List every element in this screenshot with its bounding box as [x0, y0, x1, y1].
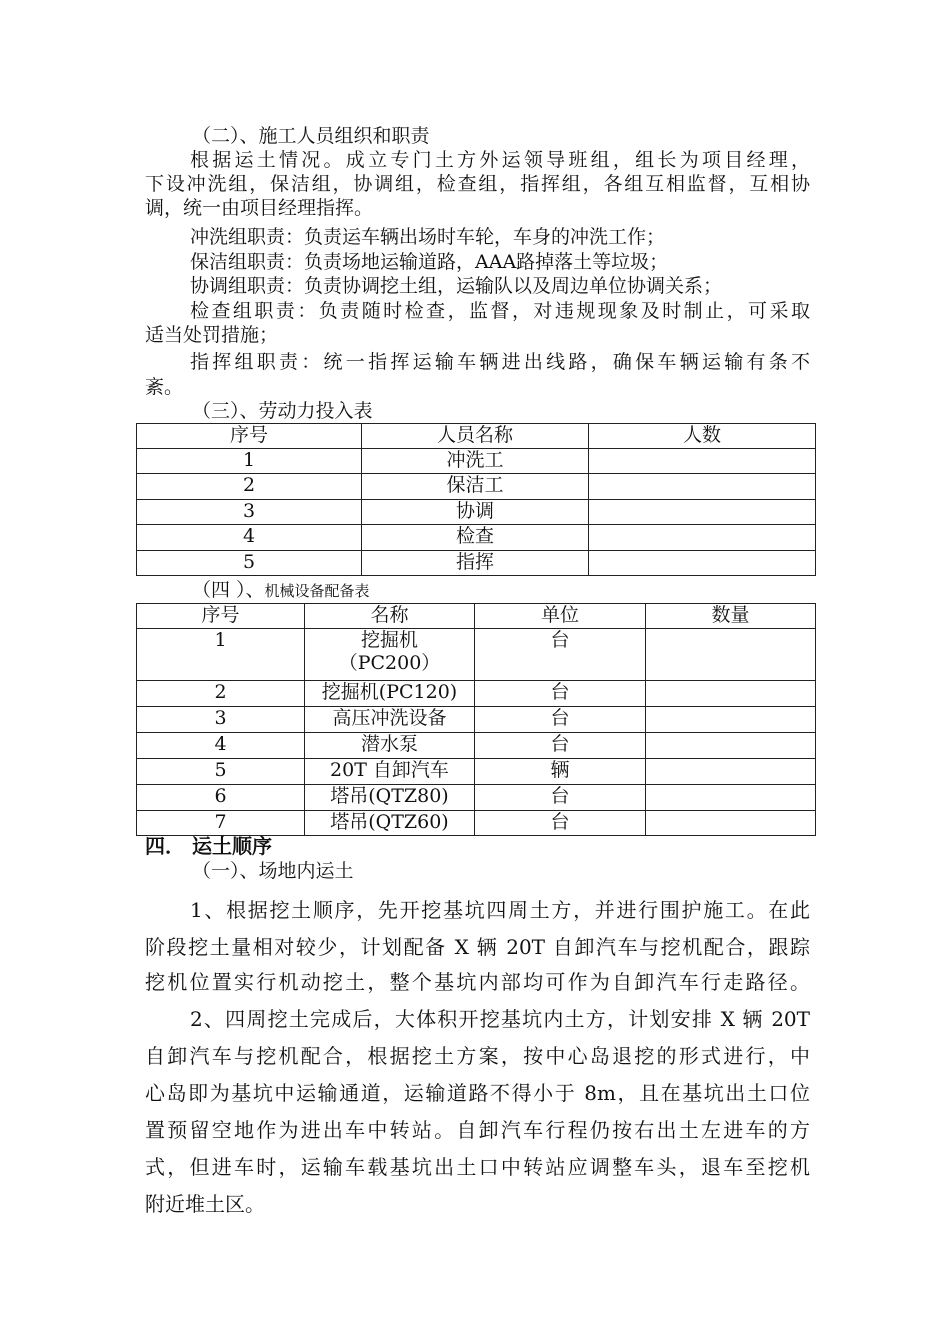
cell: 台 — [475, 811, 646, 836]
duty-check-cont: 适当处罚措施； — [145, 324, 279, 346]
chapter4-p2-line: 附近堆土区。 — [145, 1192, 265, 1216]
duty-coordinate: 协调组职责：负责协调挖土组，运输队以及周边单位协调关系； — [190, 275, 723, 297]
cell: 塔吊(QTZ80) — [305, 785, 475, 811]
header-cell: 人数 — [589, 424, 816, 449]
cell — [646, 759, 816, 785]
cell: 塔吊(QTZ60) — [305, 811, 475, 836]
cell-line: 挖掘机 — [360, 629, 418, 651]
cell: 辆 — [475, 759, 646, 785]
chapter4-heading: 四． 运土顺序 — [145, 834, 272, 858]
chapter4-p1-line: 1、根据挖土顺序，先开挖基坑四周土方，并进行围护施工。在此 — [190, 898, 810, 922]
chapter4-p1-line: 挖机位置实行机动挖土，整个基坑内部均可作为自卸汽车行走路径。 — [145, 970, 810, 994]
cell: 台 — [475, 785, 646, 811]
cell: 3 — [137, 500, 362, 525]
section3-heading: （三）、劳动力投入表 — [192, 400, 373, 422]
cell: 指挥 — [362, 551, 589, 576]
cell: 5 — [137, 759, 305, 785]
cell — [589, 500, 816, 525]
duty-command: 指挥组职责：统一指挥运输车辆进出线路，确保车辆运输有条不 — [190, 351, 810, 373]
table-row — [137, 759, 816, 785]
chapter4-p2-line: 置预留空地作为进出车中转站。自卸汽车行程仍按右出土左进车的方 — [145, 1118, 810, 1142]
section2-para-line: 调，统一由项目经理指挥。 — [145, 197, 374, 219]
duty-wash: 冲洗组职责：负责运车辆出场时车轮，车身的冲洗工作； — [190, 226, 666, 248]
table-row — [137, 707, 816, 733]
cell: 20T 自卸汽车 — [305, 759, 475, 785]
table-row — [137, 811, 816, 836]
table-row — [137, 629, 816, 681]
header-cell: 名称 — [305, 604, 475, 629]
cell: 1 — [137, 629, 305, 681]
cell: 检查 — [362, 525, 589, 551]
cell: 5 — [137, 551, 362, 576]
cell: 4 — [137, 525, 362, 551]
chapter4-p1-line: 阶段挖土量相对较少，计划配备 X 辆 20T 自卸汽车与挖机配合，跟踪 — [145, 935, 810, 959]
cell: 2 — [137, 474, 362, 500]
cell — [646, 811, 816, 836]
cell: 台 — [475, 707, 646, 733]
duty-clean: 保洁组职责：负责场地运输道路，AAA路掉落土等垃圾； — [190, 251, 669, 273]
cell: 协调 — [362, 500, 589, 525]
duty-check: 检查组职责：负责随时检查，监督，对违规现象及时制止，可采取 — [190, 300, 810, 322]
table-row — [137, 525, 816, 551]
chapter4-p2-line: 自卸汽车与挖机配合，根据挖土方案，按中心岛退挖的形式进行，中 — [145, 1044, 810, 1068]
section4-heading-prefix: （四 ）、 — [192, 579, 265, 601]
chapter4-subheading: （一）、场地内运土 — [192, 860, 354, 882]
cell: 台 — [475, 681, 646, 707]
duty-command-cont: 紊。 — [145, 376, 184, 398]
cell — [589, 474, 816, 500]
cell: 3 — [137, 707, 305, 733]
table-row — [137, 474, 816, 500]
table-row — [137, 785, 816, 811]
chapter4-p2-line: 心岛即为基坑中运输通道，运输道路不得小于 8m，且在基坑出土口位 — [145, 1081, 810, 1105]
chapter4-p2-line: 2、四周挖土完成后，大体积开挖基坑内土方，计划安排 X 辆 20T — [190, 1007, 810, 1031]
section2-heading: （二）、施工人员组织和职责 — [192, 125, 430, 147]
section2-para-line: 下设冲洗组，保洁组，协调组，检查组，指挥组，各组互相监督，互相协 — [145, 173, 810, 195]
equipment-table — [136, 603, 816, 836]
cell: 潜水泵 — [305, 733, 475, 759]
header-cell: 数量 — [646, 604, 816, 629]
cell — [305, 629, 475, 681]
table-header-row — [137, 604, 816, 629]
table-row — [137, 733, 816, 759]
cell — [589, 449, 816, 474]
table-header-row — [137, 424, 816, 449]
cell — [646, 707, 816, 733]
section4-table-heading — [192, 578, 857, 603]
header-cell: 单位 — [475, 604, 646, 629]
chapter4-p2-line: 式，但进车时，运输车载基坑出土口中转站应调整车头，退车至挖机 — [145, 1155, 810, 1179]
table-row — [137, 681, 816, 707]
section4-heading-text: 机械设备配备表 — [264, 582, 370, 600]
table-row — [137, 551, 816, 576]
table-row — [137, 500, 816, 525]
cell: 挖掘机(PC120) — [305, 681, 475, 707]
section2-para-line: 根据运土情况。成立专门土方外运领导班组，组长为项目经理， — [190, 149, 810, 171]
cell: 4 — [137, 733, 305, 759]
header-cell: 人员名称 — [362, 424, 589, 449]
cell: 1 — [137, 449, 362, 474]
cell: 冲洗工 — [362, 449, 589, 474]
header-cell: 序号 — [137, 604, 305, 629]
cell — [589, 525, 816, 551]
cell — [646, 785, 816, 811]
cell — [589, 551, 816, 576]
cell: 台 — [475, 733, 646, 759]
cell: 2 — [137, 681, 305, 707]
cell — [646, 733, 816, 759]
cell-line: （PC200） — [338, 652, 441, 674]
cell: 7 — [137, 811, 305, 836]
cell: 高压冲洗设备 — [305, 707, 475, 733]
labor-table — [136, 423, 816, 576]
header-cell: 序号 — [137, 424, 362, 449]
cell: 台 — [475, 629, 646, 681]
table-row — [137, 449, 816, 474]
cell — [646, 681, 816, 707]
cell: 6 — [137, 785, 305, 811]
cell — [646, 629, 816, 681]
cell: 保洁工 — [362, 474, 589, 500]
